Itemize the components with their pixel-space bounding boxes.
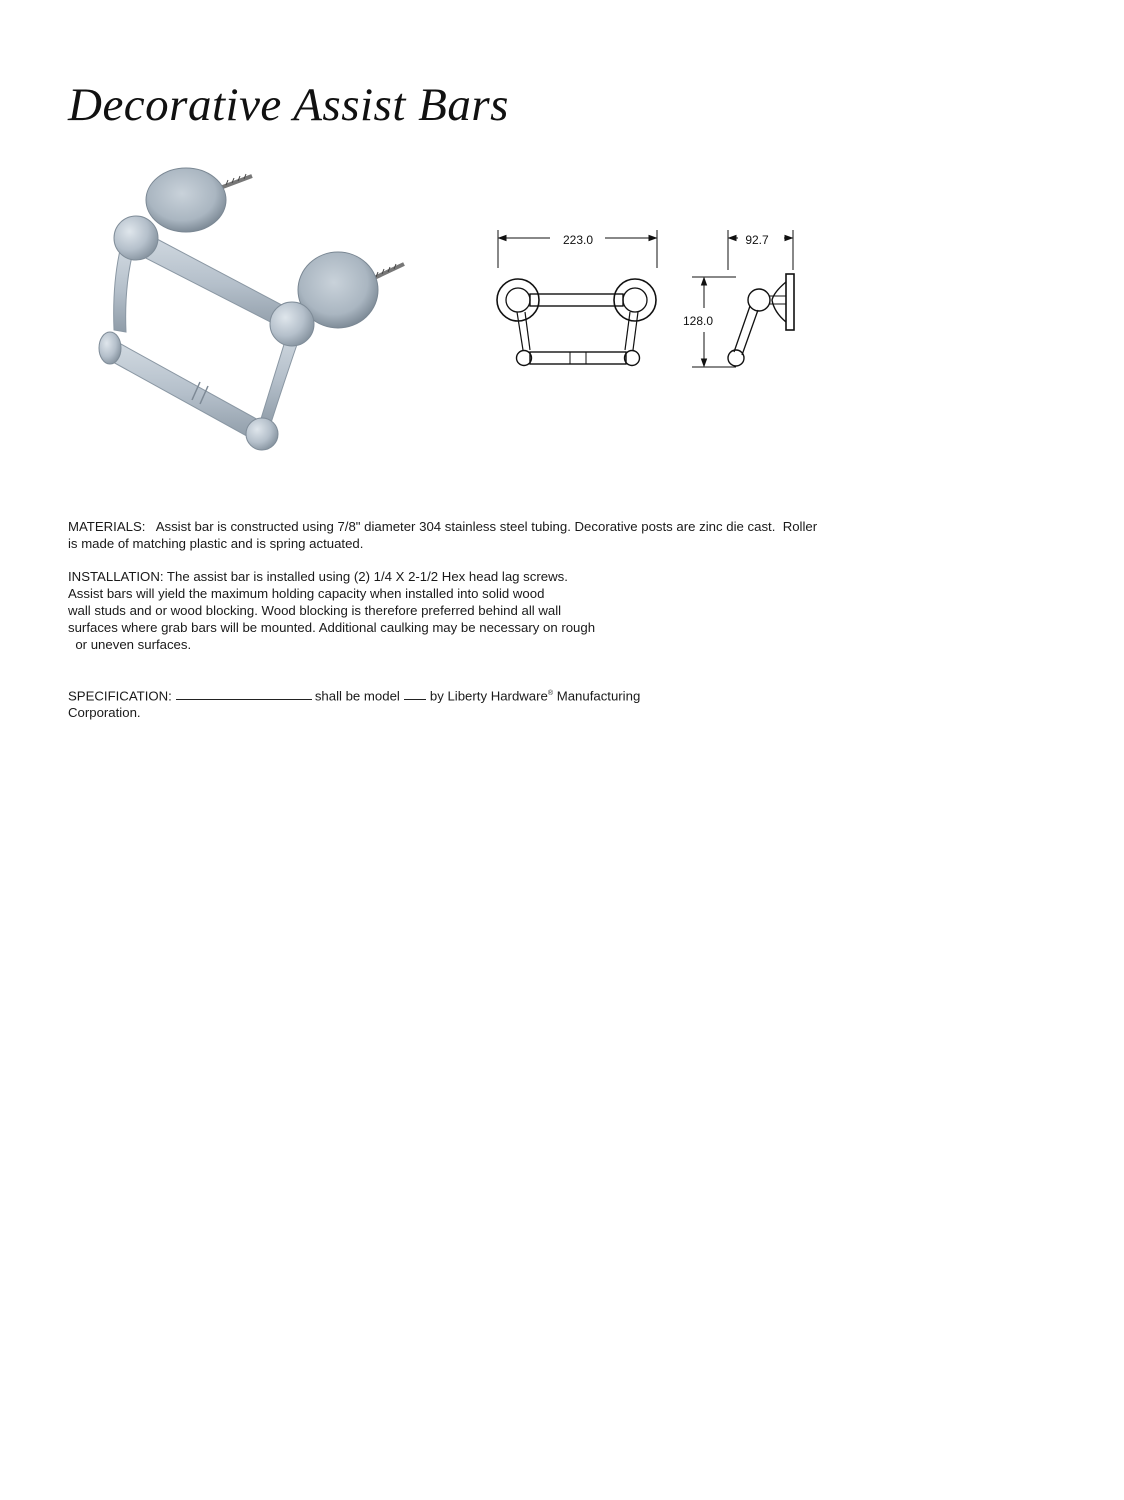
specification-name-blank	[176, 687, 312, 700]
page-title: Decorative Assist Bars	[68, 79, 509, 131]
specification-model-blank	[404, 687, 426, 700]
materials-line-2: is made of matching plastic and is spring actuated.	[68, 536, 364, 551]
specification-label: SPECIFICATION:	[68, 688, 172, 704]
width-dimension-label: 223.0	[562, 233, 594, 247]
side-view-drawing	[676, 220, 816, 380]
depth-dimension-label: 92.7	[745, 233, 769, 247]
installation-line-4: surfaces where grab bars will be mounted. Additional caulking may be necessary on rough	[68, 620, 596, 635]
specification-after-text: by Liberty Hardware	[429, 688, 548, 704]
installation-line-2: Assist bars will yield the maximum holding capacity when installed into solid wood	[68, 586, 545, 601]
specification-middle-text: shall be model	[314, 688, 400, 704]
front-view-drawing	[490, 220, 670, 380]
materials-line-1: MATERIALS: Assist bar is constructed using 7/8" diameter 304 stainless steel tubing. Decorative posts are zinc die cast. Roller	[68, 519, 818, 534]
product-render-image	[90, 160, 420, 460]
registered-mark: ®	[547, 690, 554, 697]
height-dimension-label: 128.0	[682, 314, 714, 328]
specification-line-2: Corporation.	[68, 705, 141, 721]
specification-tail-text: Manufacturing	[553, 688, 641, 704]
installation-section	[68, 568, 595, 653]
screw-left	[220, 174, 252, 188]
installation-line-1: INSTALLATION: The assist bar is installed using (2) 1/4 X 2-1/2 Hex head lag screws.	[68, 569, 568, 584]
materials-section	[68, 518, 817, 552]
installation-line-3: wall studs and or wood blocking. Wood blocking is therefore preferred behind all wall	[68, 603, 562, 618]
installation-line-5: or uneven surfaces.	[68, 637, 192, 652]
specification-section	[68, 685, 640, 721]
